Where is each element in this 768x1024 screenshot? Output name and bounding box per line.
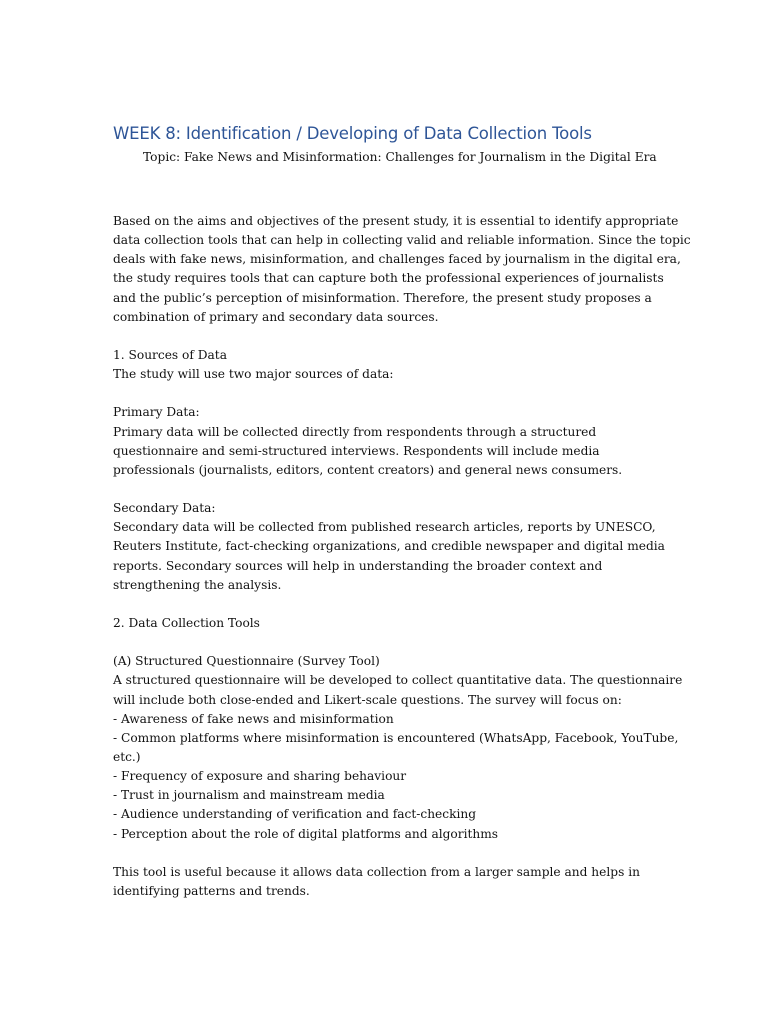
section-heading-sources: 1. Sources of Data [113, 347, 227, 362]
secondary-data-label: Secondary Data: [113, 501, 216, 516]
text-line: the study requires tools that can capture both the professional experiences of journalists [113, 271, 664, 286]
text-line: strengthening the analysis. [113, 577, 282, 592]
document-topic: Topic: Fake News and Misinformation: Challenges for Journalism in the Digital Era [143, 150, 657, 164]
intro-paragraph [113, 212, 691, 327]
text-line: questionnaire and semi-structured interviews. Respondents will include media [113, 443, 600, 458]
tools-section [113, 614, 683, 901]
questionnaire-subheading: (A) Structured Questionnaire (Survey Tool) [113, 654, 380, 669]
sources-section [113, 346, 673, 595]
sources-intro: The study will use two major sources of data: [113, 367, 394, 382]
document-body [113, 212, 691, 901]
text-line: A structured questionnaire will be developed to collect quantitative data. The questionnaire [113, 673, 683, 688]
list-item: - Perception about the role of digital platforms and algorithms [113, 826, 499, 841]
text-line: professionals (journalists, editors, content creators) and general news consumers. [113, 462, 623, 477]
list-item: - Frequency of exposure and sharing behaviour [113, 769, 407, 784]
text-line: This tool is useful because it allows data collection from a larger sample and helps in [113, 864, 640, 879]
text-line: and the public’s perception of misinformation. Therefore, the present study proposes a [113, 290, 652, 305]
list-item: etc.) [113, 749, 141, 764]
text-line: Based on the aims and objectives of the present study, it is essential to identify appropriate [113, 214, 679, 228]
primary-data-label: Primary Data: [113, 405, 200, 420]
list-item: - Audience understanding of verification and fact-checking [113, 807, 477, 822]
list-item: - Common platforms where misinformation is encountered (WhatsApp, Facebook, YouTube, [113, 730, 679, 745]
text-line: combination of primary and secondary data sources. [113, 309, 439, 324]
text-line: identifying patterns and trends. [113, 883, 310, 898]
text-line: Secondary data will be collected from published research articles, reports by UNESCO, [113, 520, 656, 535]
text-line: will include both close-ended and Likert-scale questions. The survey will focus on: [113, 692, 622, 707]
text-line: Primary data will be collected directly from respondents through a structured [113, 424, 597, 439]
text-line: deals with fake news, misinformation, and challenges faced by journalism in the digital era, [113, 252, 681, 267]
text-line: Reuters Institute, fact-checking organizations, and credible newspaper and digital media [113, 539, 665, 554]
list-item: - Trust in journalism and mainstream media [113, 788, 385, 803]
section-heading-tools: 2. Data Collection Tools [113, 615, 260, 630]
text-line: data collection tools that can help in collecting valid and reliable information. Since the topic [113, 233, 691, 248]
list-item: - Awareness of fake news and misinformation [113, 711, 394, 726]
text-line: reports. Secondary sources will help in understanding the broader context and [113, 558, 603, 573]
document-heading: WEEK 8: Identification / Developing of Data Collection Tools [113, 124, 592, 143]
